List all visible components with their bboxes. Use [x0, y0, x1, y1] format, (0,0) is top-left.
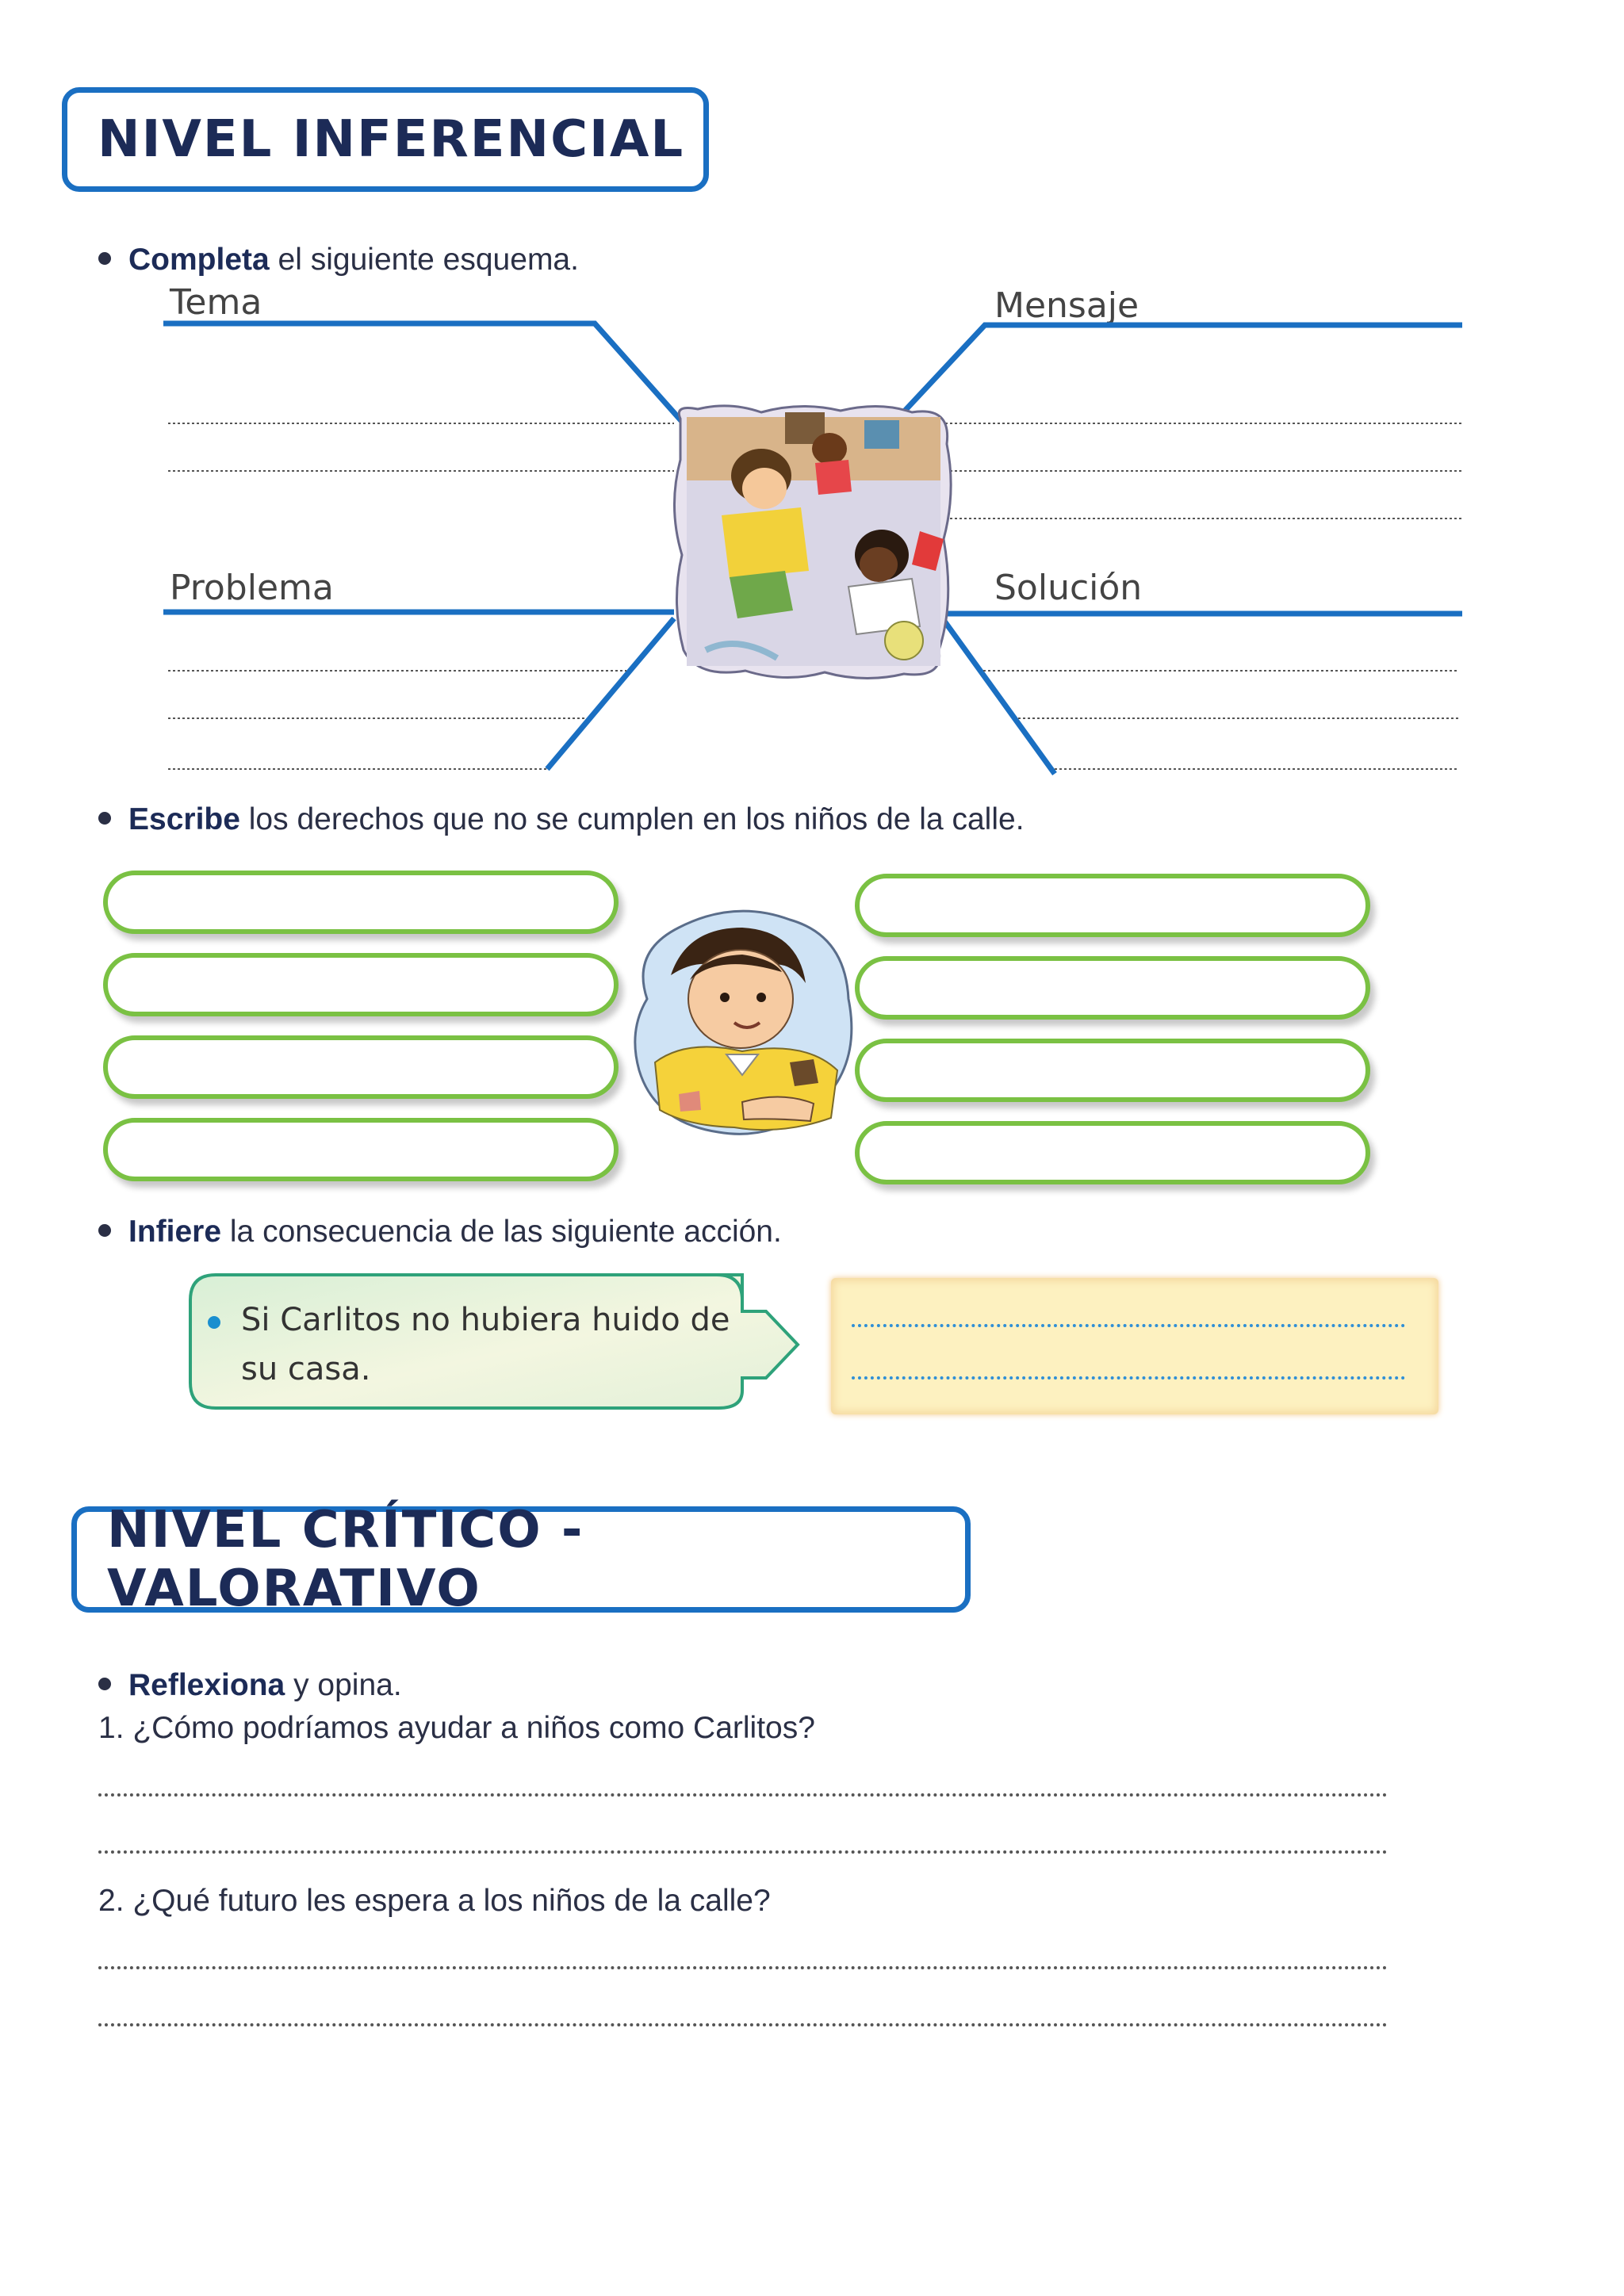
- answer-line-q2-2[interactable]: [98, 2023, 1388, 2026]
- rights-field-left-1[interactable]: [103, 871, 619, 934]
- scheme-label-solucion: Solución: [994, 568, 1143, 608]
- section-title-critico: NIVEL CRÍTICO - VALORATIVO: [71, 1506, 971, 1613]
- instruction-escribe: [98, 802, 1025, 837]
- question-2: 2. ¿Qué futuro les espera a los niños de la calle?: [98, 1884, 771, 1918]
- instruction-reflexiona: [98, 1668, 402, 1703]
- tema-connector-line: [163, 323, 684, 423]
- rights-field-left-4[interactable]: [103, 1118, 619, 1181]
- instruction-text: los derechos que no se cumplen en los niños de la calle.: [239, 802, 1025, 836]
- scheme-label-mensaje: Mensaje: [994, 285, 1139, 326]
- instruction-verb: Infiere: [128, 1215, 222, 1249]
- rights-field-left-3[interactable]: [103, 1035, 619, 1099]
- scheme-diagram: [0, 0, 1624, 793]
- instruction-infiere: [98, 1215, 782, 1249]
- instruction-verb: Reflexiona: [128, 1668, 285, 1702]
- instruction-text: y opina.: [285, 1668, 402, 1702]
- scheme-label-problema: Problema: [170, 568, 334, 608]
- scheme-label-tema: Tema: [170, 282, 262, 323]
- instruction-text: la consecuencia de las siguiente acción.: [221, 1215, 782, 1249]
- consequence-answer-area[interactable]: [831, 1278, 1438, 1414]
- section-title-inferencial: NIVEL INFERENCIAL: [62, 87, 709, 192]
- illustration-boy: [623, 904, 861, 1142]
- rights-field-right-3[interactable]: [855, 1039, 1370, 1102]
- illustration-kids-playing: [674, 406, 951, 679]
- rights-field-right-1[interactable]: [855, 874, 1370, 937]
- rights-field-right-2[interactable]: [855, 956, 1370, 1020]
- problema-slant-line: [547, 618, 674, 769]
- action-text-line-2: su casa.: [241, 1351, 371, 1387]
- answer-line-q2-1[interactable]: [98, 1966, 1388, 1969]
- answer-line-q1-2[interactable]: [98, 1850, 1388, 1854]
- answer-line-q1-1[interactable]: [98, 1793, 1388, 1797]
- rights-field-left-2[interactable]: [103, 953, 619, 1016]
- bullet-icon: [98, 1224, 111, 1237]
- action-text-line-1: Si Carlitos no hubiera huido de: [241, 1302, 730, 1338]
- consequence-write-line-1[interactable]: [852, 1324, 1405, 1327]
- consequence-write-line-2[interactable]: [852, 1376, 1405, 1380]
- rights-field-right-4[interactable]: [855, 1121, 1370, 1184]
- question-1: 1. ¿Cómo podríamos ayudar a niños como Carlitos?: [98, 1711, 815, 1745]
- mensaje-connector-line: [894, 325, 1462, 422]
- bullet-icon: [98, 1678, 111, 1690]
- bullet-icon: [98, 812, 111, 825]
- solucion-slant-line: [944, 620, 1055, 774]
- action-bullet-icon: [208, 1316, 220, 1329]
- instruction-verb: Escribe: [128, 802, 240, 836]
- instruction-verb: Completa: [128, 243, 270, 277]
- instruction-text: el siguiente esquema.: [269, 243, 579, 277]
